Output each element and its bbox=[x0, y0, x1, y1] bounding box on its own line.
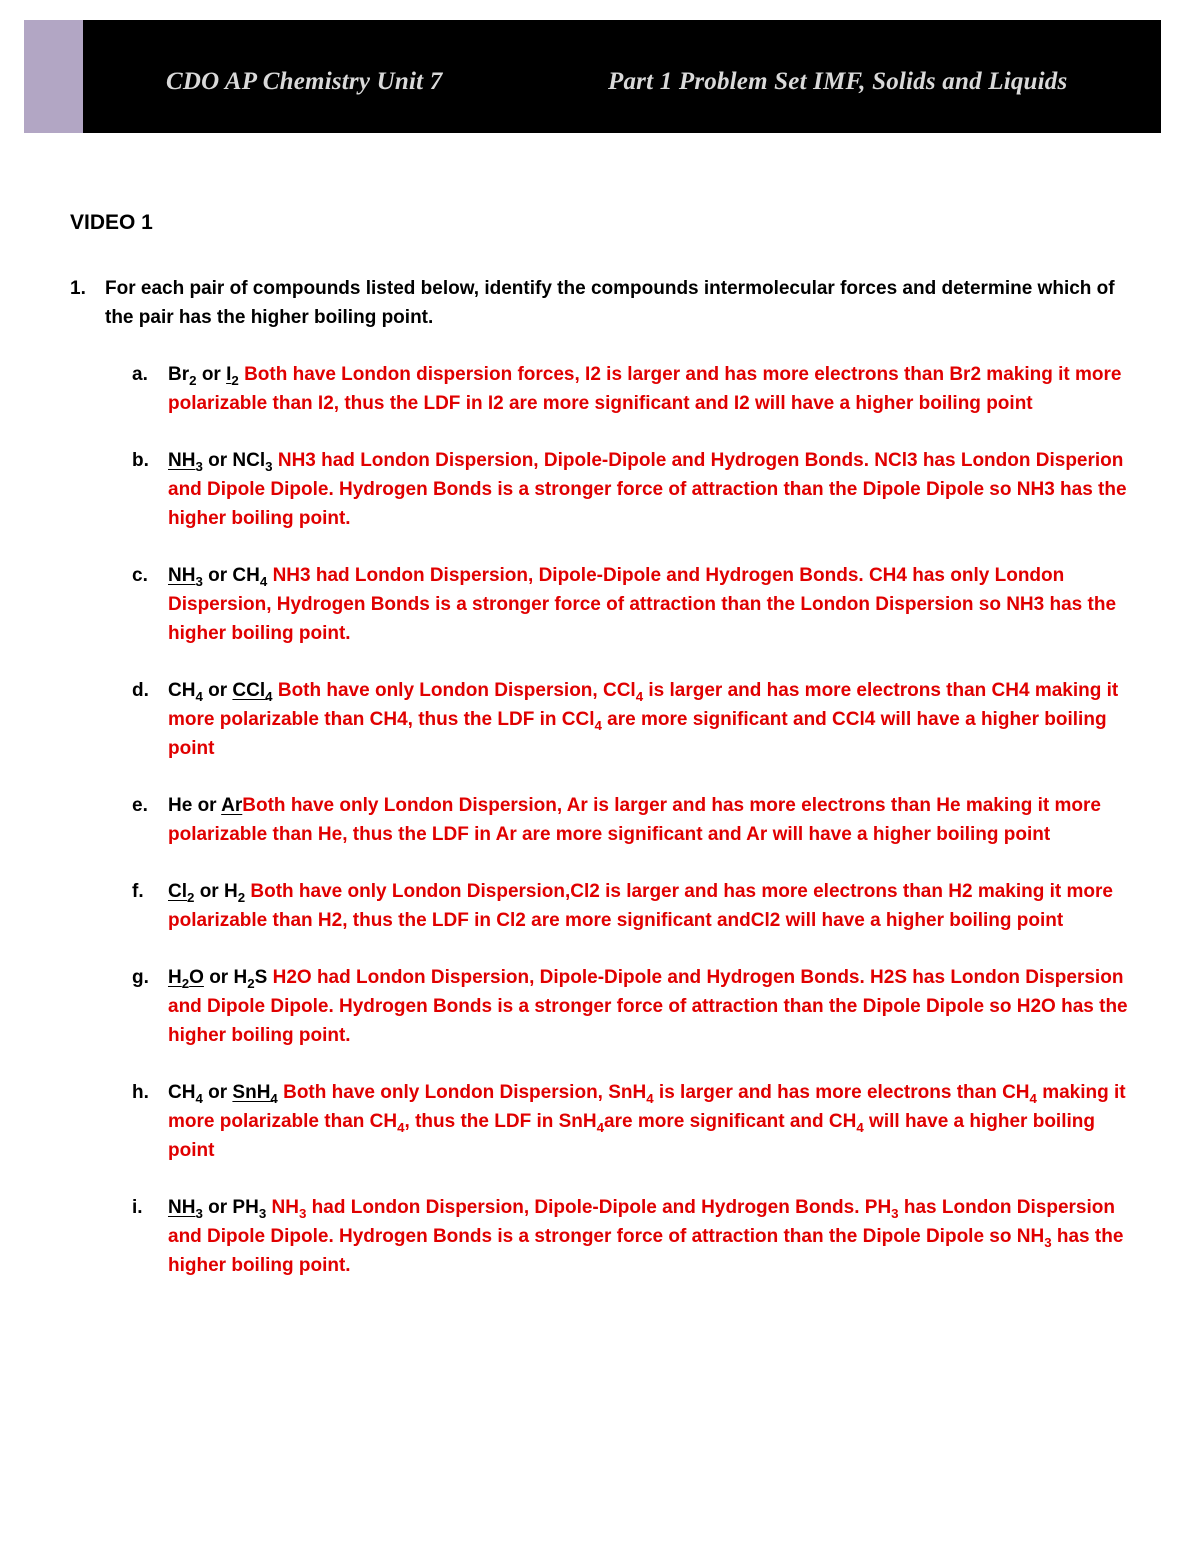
compound-b: $H_2$ bbox=[223, 881, 246, 905]
or-word: or bbox=[208, 1082, 228, 1103]
compound-b-higher: SnH$_4$ bbox=[232, 1082, 278, 1106]
or-word: or bbox=[208, 565, 228, 586]
answer-text: $NH_3$ had London Dispersion, Dipole-Dipole and Hydrogen Bonds. $PH_3$ has London Dispersion and Dipole Dipole. Hydrogen Bonds is a stronger force of attraction than the Dipole Dipole so $NH_3$ has the higher boiling point. bbox=[168, 1197, 1124, 1276]
answer-text: Both have only London Dispersion, Ar is larger and has more electrons than He making it more polarizable than He, thus the LDF in Ar are more significant and Ar will have a higher boiling point bbox=[168, 795, 1101, 845]
answer-text: Both have only London Dispersion,Cl2 is larger and has more electrons than H2 making it more polarizable than H2, thus the LDF in Cl2 are more significant andCl2 will have a higher boiling point bbox=[168, 881, 1113, 931]
list-item-a bbox=[132, 360, 1132, 418]
list-item-f bbox=[132, 877, 1132, 935]
list-item-i bbox=[132, 1193, 1132, 1280]
question-number: 1. bbox=[70, 278, 86, 299]
compound-b: $H_2S$ bbox=[233, 967, 268, 991]
or-word: or bbox=[208, 1197, 228, 1218]
answer-text: NH3 had London Dispersion, Dipole-Dipole and Hydrogen Bonds. CH4 has only London Dispersion, Hydrogen Bonds is a stronger force of attraction than the London Dispersion so NH3 has the higher boiling point. bbox=[168, 565, 1117, 644]
compound-a-higher: $Cl_2$ bbox=[168, 881, 195, 905]
compound-a: $CH_4$ bbox=[168, 1082, 203, 1106]
item-letter: i. bbox=[132, 1197, 143, 1218]
compound-a-higher: $H_2O$ bbox=[168, 967, 204, 991]
compound-b-higher: CCl$_4$ bbox=[232, 680, 273, 704]
or-word: or bbox=[197, 795, 217, 816]
compound-a: $Br_2$ bbox=[168, 364, 197, 388]
compound-b: $CH_4$ bbox=[232, 565, 268, 589]
compound-a: $CH_4$ bbox=[168, 680, 203, 704]
answer-text: Both have London dispersion forces, I2 is larger and has more electrons than Br2 making it more polarizable than I2, thus the LDF in I2 are more significant and I2 will have a higher boiling point bbox=[168, 364, 1122, 414]
or-word: or bbox=[208, 680, 228, 701]
compound-b: NCl$_3$ bbox=[232, 450, 273, 474]
list-item-b bbox=[132, 446, 1132, 533]
item-letter: b. bbox=[132, 450, 149, 471]
or-word: or bbox=[208, 450, 228, 471]
answer-text: Both have only London Dispersion, SnH$_4$ is larger and has more electrons than $CH_4$ making it more polarizable than $CH_4$, thus the LDF in SnH$_4$are more significant and $CH_4$ will have a higher boiling point bbox=[168, 1082, 1126, 1161]
compound-b-higher: $I_2$ bbox=[226, 364, 239, 388]
item-letter: f. bbox=[132, 881, 144, 902]
or-word: or bbox=[209, 967, 229, 988]
header-course-title: CDO AP Chemistry Unit 7 bbox=[166, 68, 443, 95]
list-item-g bbox=[132, 963, 1132, 1050]
header-accent-block bbox=[24, 20, 83, 133]
item-letter: d. bbox=[132, 680, 149, 701]
header-problem-set-title: Part 1 Problem Set IMF, Solids and Liquids bbox=[608, 68, 1068, 95]
compound-a: He bbox=[168, 795, 193, 816]
item-letter: g. bbox=[132, 967, 149, 988]
compound-a-higher: $NH_3$ bbox=[168, 1197, 203, 1221]
list-item-c bbox=[132, 561, 1132, 648]
list-item-d bbox=[132, 676, 1132, 763]
or-word: or bbox=[201, 364, 221, 385]
answer-text: NH3 had London Dispersion, Dipole-Dipole and Hydrogen Bonds. NCl3 has London Disperion and Dipole Dipole. Hydrogen Bonds is a stronger force of attraction than the Dipole Dipole so NH3 has the higher boiling point. bbox=[168, 450, 1127, 529]
item-letter: e. bbox=[132, 795, 148, 816]
compound-a-higher: $NH_3$ bbox=[168, 565, 203, 589]
item-letter: a. bbox=[132, 364, 148, 385]
item-letter: h. bbox=[132, 1082, 149, 1103]
compound-b: $PH_3$ bbox=[232, 1197, 267, 1221]
answer-text: Both have only London Dispersion, CCl$_4$ is larger and has more electrons than CH4 making it more polarizable than CH4, thus the LDF in CCl$_4$ are more significant and CCl4 will have a higher boiling point bbox=[168, 680, 1119, 759]
item-letter: c. bbox=[132, 565, 148, 586]
list-item-h bbox=[132, 1078, 1132, 1165]
answer-text: H2O had London Dispersion, Dipole-Dipole and Hydrogen Bonds. H2S has London Dispersion and Dipole Dipole. Hydrogen Bonds is a stronger force of attraction than the Dipole Dipole so H2O has the higher boiling point. bbox=[168, 967, 1128, 1046]
compound-b-higher: Ar bbox=[221, 795, 243, 816]
list-item-e bbox=[132, 791, 1132, 849]
answer-list bbox=[132, 360, 1132, 1308]
question-text: For each pair of compounds listed below, identify the compounds intermolecular forces and determine which of the pair has the higher boiling point. bbox=[105, 278, 1115, 328]
compound-a-higher: $NH_3$ bbox=[168, 450, 203, 474]
section-heading: VIDEO 1 bbox=[70, 211, 153, 234]
or-word: or bbox=[199, 881, 219, 902]
